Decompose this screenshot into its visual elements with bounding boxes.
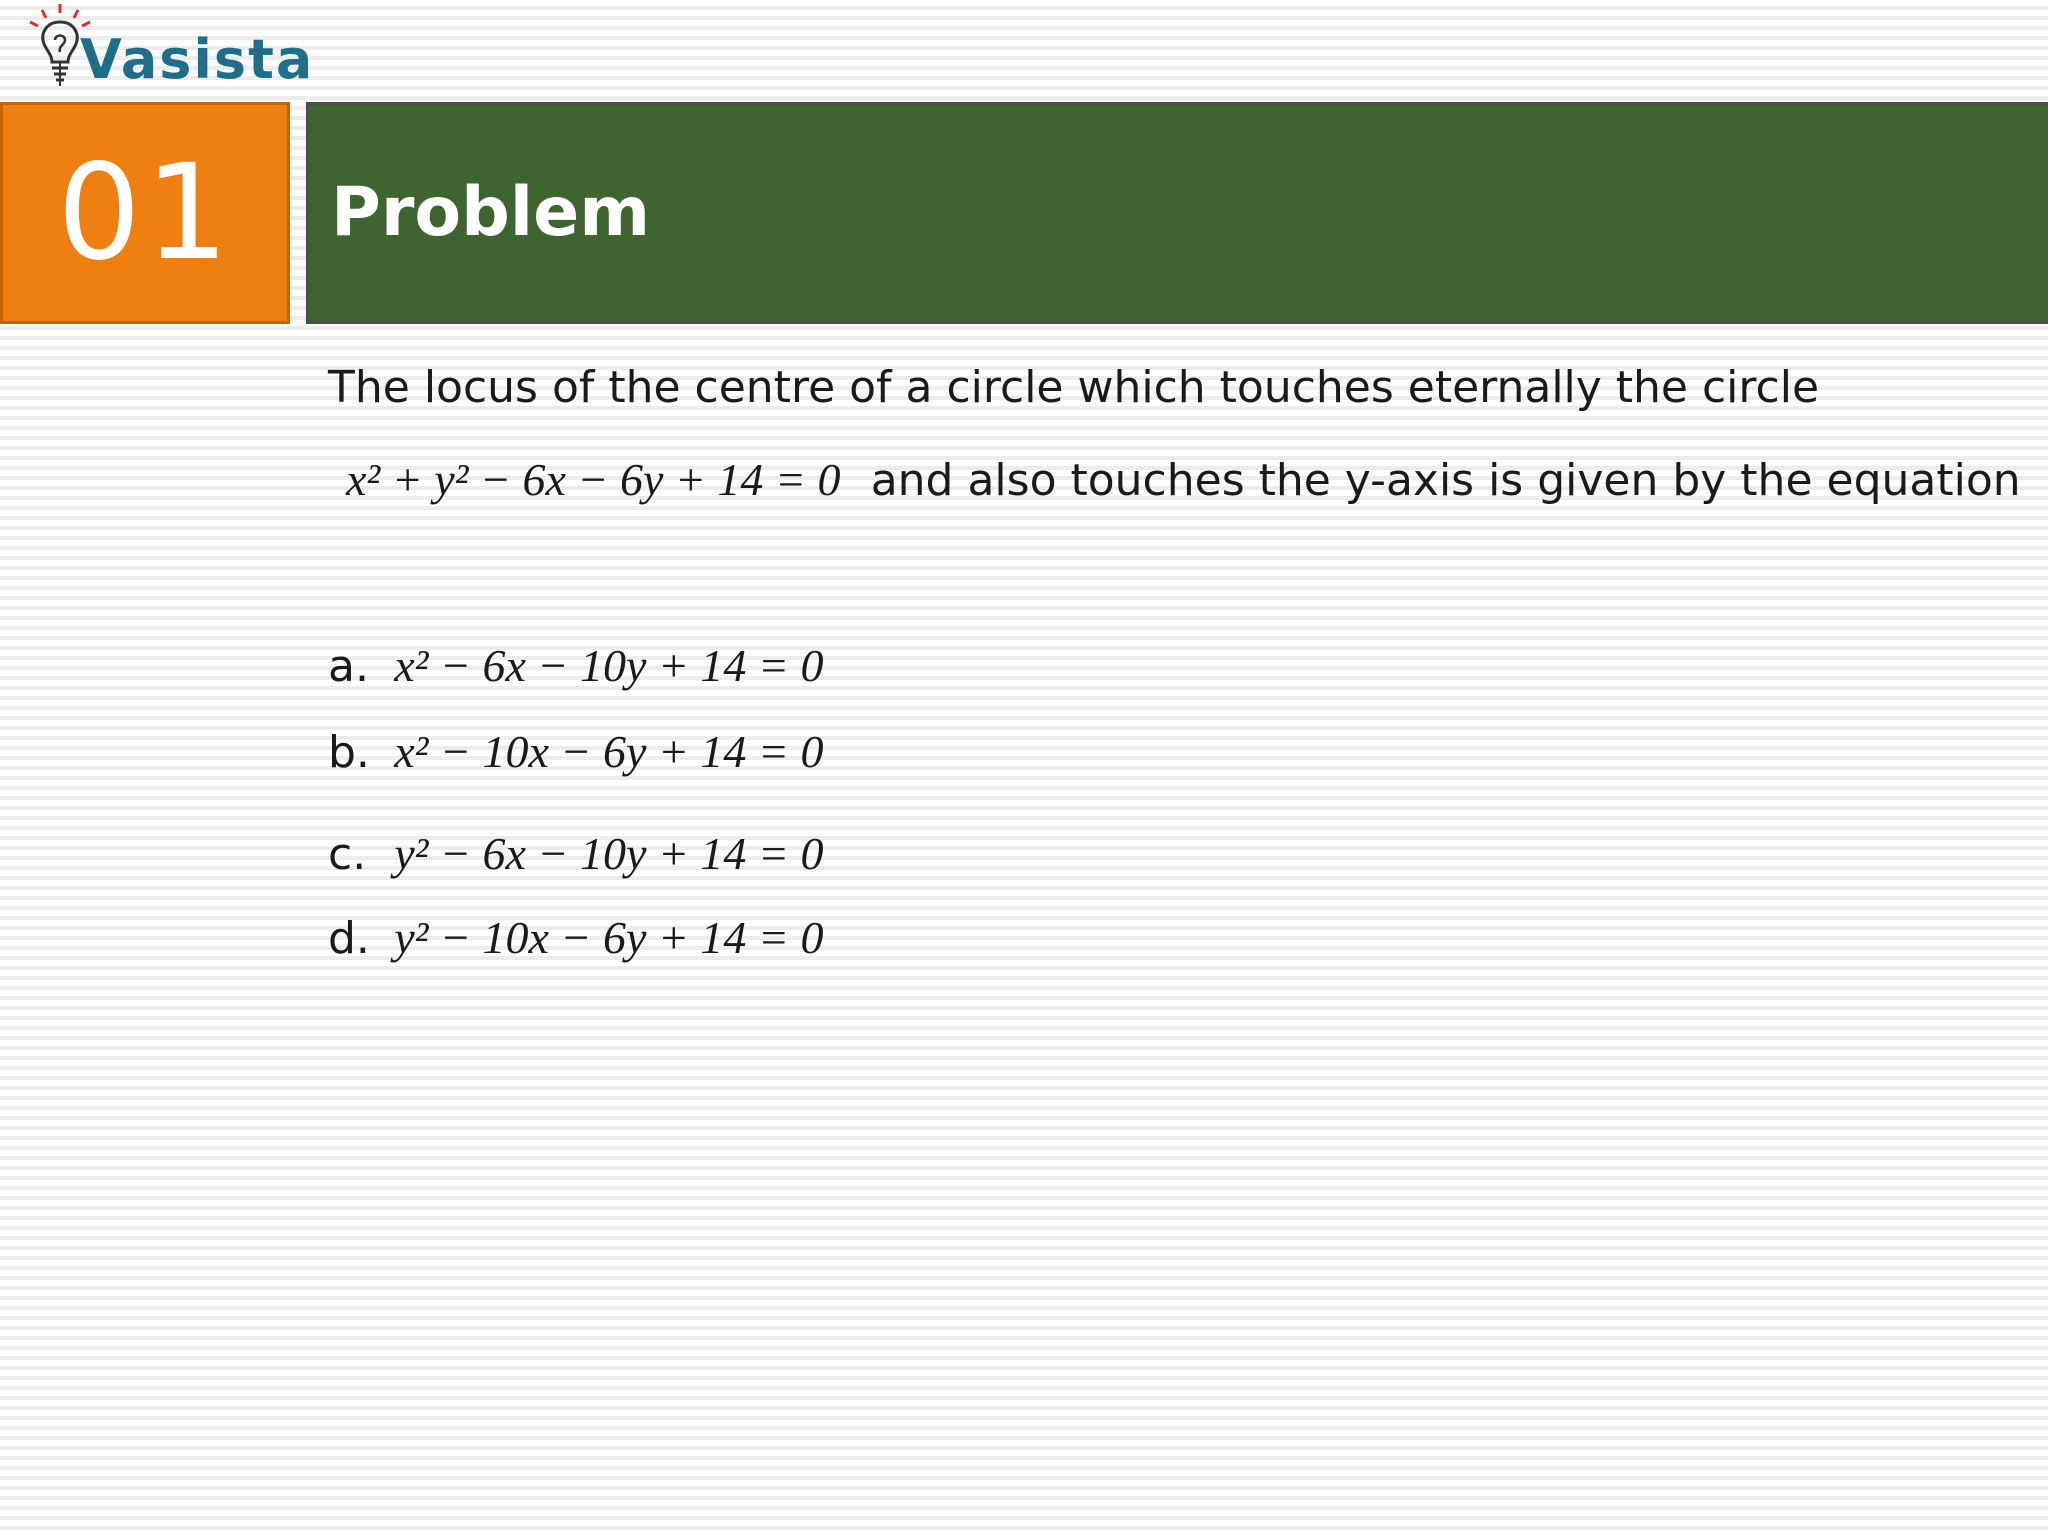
option-c[interactable] — [328, 826, 823, 883]
page-title: Problem — [331, 173, 651, 252]
circle-equation: x² + y² − 6x − 6y + 14 = 0 — [346, 454, 841, 505]
logo-text: Vasista — [80, 28, 315, 91]
option-equation: y² − 10x − 6y + 14 = 0 — [394, 912, 824, 963]
option-d[interactable] — [328, 910, 823, 967]
question-line-2-text: and also touches the y-axis is given by the equation — [870, 455, 2021, 506]
option-equation: y² − 6x − 10y + 14 = 0 — [394, 828, 824, 879]
option-a[interactable] — [328, 638, 823, 695]
question-line-2 — [346, 452, 2021, 509]
slide-number-block — [0, 102, 290, 324]
slide-number: 01 — [57, 136, 233, 290]
question-line-1: The locus of the centre of a circle which touches eternally the circle — [328, 362, 1820, 413]
option-letter: a. — [328, 641, 369, 692]
option-equation: x² − 6x − 10y + 14 = 0 — [394, 640, 824, 691]
option-b[interactable] — [328, 724, 823, 781]
option-letter: b. — [328, 727, 370, 778]
title-bar — [306, 102, 2048, 324]
option-letter: c. — [328, 829, 367, 880]
option-equation: x² − 10x − 6y + 14 = 0 — [394, 726, 824, 777]
option-letter: d. — [328, 913, 370, 964]
vasista-logo — [20, 0, 320, 100]
